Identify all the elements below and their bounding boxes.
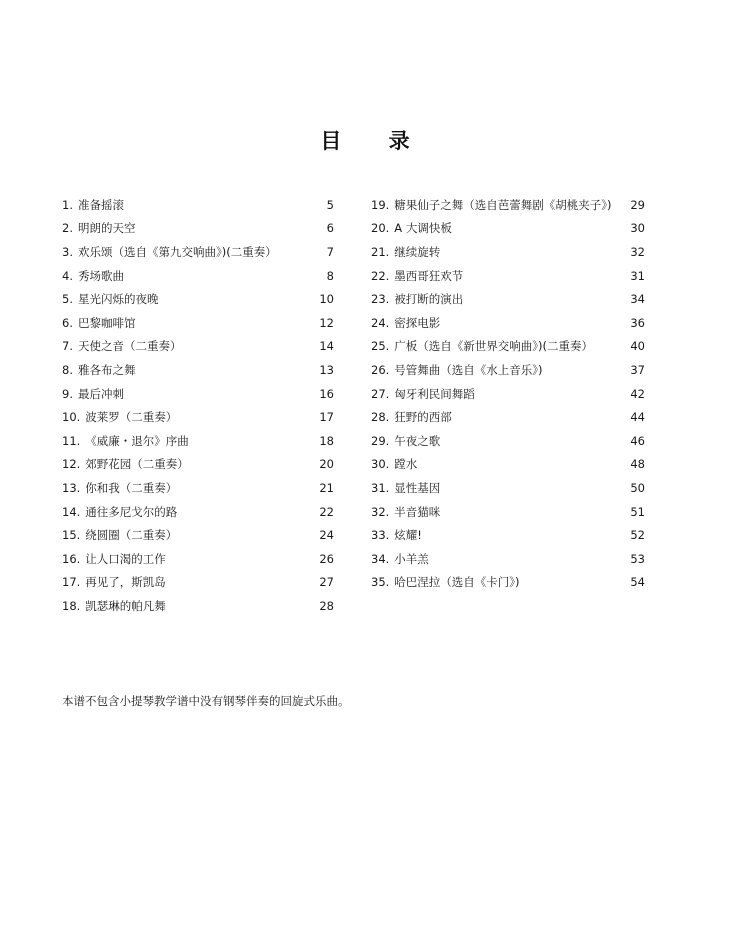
toc-entry-number: 5.	[62, 292, 73, 307]
toc-entry-number: 6.	[62, 315, 73, 330]
toc-entry-title: 通往多尼戈尔的路	[85, 504, 178, 519]
toc-entry-page: 28	[319, 598, 334, 613]
toc-entry[interactable]	[62, 358, 334, 382]
toc-entry[interactable]	[62, 311, 334, 335]
toc-entry-number: 26.	[371, 362, 390, 377]
toc-entry[interactable]	[371, 571, 645, 595]
toc-entry-number: 13.	[62, 480, 81, 495]
toc-entry-page: 27	[319, 575, 334, 590]
toc-entry-title: 郊野花园（二重奏）	[85, 457, 189, 472]
toc-entry-title: A 大调快板	[394, 221, 452, 236]
toc-entry[interactable]	[62, 405, 334, 429]
toc-entry-number: 23.	[371, 292, 390, 307]
toc-entry-page: 13	[319, 362, 334, 377]
toc-entry-number: 14.	[62, 504, 81, 519]
toc-entry-number: 35.	[371, 575, 390, 590]
toc-entry-title: 半音猫咪	[394, 504, 441, 519]
toc-entry-title: 炫耀!	[394, 528, 422, 543]
toc-entry-title: 秀场歌曲	[77, 268, 124, 283]
toc-entry-title: 显性基因	[394, 480, 441, 495]
toc-entry-title: 狂野的西部	[394, 410, 452, 425]
toc-entry[interactable]	[62, 500, 334, 524]
toc-entry-page: 8	[326, 268, 334, 283]
toc-entry-title: 星光闪烁的夜晚	[77, 292, 159, 307]
toc-entry-page: 29	[630, 197, 645, 212]
toc-entry[interactable]	[371, 311, 645, 335]
toc-entry[interactable]	[62, 287, 334, 311]
toc-entry[interactable]	[371, 287, 645, 311]
toc-entry[interactable]	[62, 382, 334, 406]
toc-entry[interactable]	[62, 523, 334, 547]
toc-entry-number: 4.	[62, 268, 73, 283]
toc-entry-number: 2.	[62, 221, 73, 236]
toc-entry-page: 26	[319, 551, 334, 566]
toc-entry-page: 14	[319, 339, 334, 354]
toc-entry-page: 5	[326, 197, 334, 212]
toc-entry[interactable]	[371, 453, 645, 477]
footnote: 本谱不包含小提琴教学谱中没有钢琴伴奏的回旋式乐曲。	[62, 693, 350, 708]
toc-entry-number: 10.	[62, 410, 81, 425]
toc-entry-page: 18	[319, 433, 334, 448]
toc-column-right	[371, 193, 645, 594]
toc-entry[interactable]	[371, 476, 645, 500]
toc-entry-title: 再见了，斯凯岛	[85, 575, 166, 590]
toc-entry-number: 27.	[371, 386, 390, 401]
toc-entry-number: 21.	[371, 244, 390, 259]
toc-entry-number: 30.	[371, 457, 390, 472]
toc-entry-number: 25.	[371, 339, 390, 354]
toc-entry-title: 凯瑟琳的帕凡舞	[85, 598, 166, 613]
toc-entry-page: 20	[319, 457, 334, 472]
toc-entry-number: 28.	[371, 410, 390, 425]
toc-entry-number: 11.	[62, 433, 81, 448]
toc-entry-title: 明朗的天空	[77, 221, 136, 236]
page-title: 目 录	[320, 129, 430, 154]
toc-entry-title: 密探电影	[394, 315, 441, 330]
toc-entry-title: 哈巴涅拉（选自《卡门》)	[394, 575, 520, 590]
toc-entry-title: 绕圆圈（二重奏）	[85, 528, 178, 543]
toc-entry-number: 15.	[62, 528, 81, 543]
toc-entry-page: 30	[630, 221, 645, 236]
toc-entry-page: 21	[319, 480, 334, 495]
toc-entry-title: 巴黎咖啡馆	[77, 315, 136, 330]
toc-entry-title: 墨西哥狂欢节	[394, 268, 464, 283]
toc-entry-title: 《威廉・退尔》序曲	[85, 433, 189, 448]
toc-entry-number: 12.	[62, 457, 81, 472]
toc-entry-title: 继续旋转	[394, 244, 441, 259]
toc-entry-title: 号管舞曲（选自《水上音乐》)	[394, 362, 543, 377]
toc-entry-page: 6	[326, 221, 334, 236]
toc-entry[interactable]	[62, 571, 334, 595]
toc-entry-page: 32	[630, 244, 645, 259]
toc-entry-number: 33.	[371, 528, 390, 543]
toc-entry-page: 42	[630, 386, 645, 401]
toc-entry-title: 天使之音（二重奏）	[77, 339, 182, 354]
toc-entry[interactable]	[62, 217, 334, 241]
toc-entry-page: 54	[630, 575, 645, 590]
toc-entry[interactable]	[62, 429, 334, 453]
toc-entry-title: 午夜之歌	[394, 433, 441, 448]
toc-entry[interactable]	[371, 523, 645, 547]
toc-entry-number: 34.	[371, 551, 390, 566]
toc-entry[interactable]	[371, 358, 645, 382]
toc-entry[interactable]	[62, 594, 334, 618]
toc-entry[interactable]	[371, 240, 645, 264]
toc-entry-number: 22.	[371, 268, 390, 283]
toc-column-left	[62, 193, 334, 618]
toc-entry[interactable]	[62, 193, 334, 217]
toc-entry[interactable]	[371, 500, 645, 524]
toc-entry-page: 31	[630, 268, 645, 283]
toc-entry-page: 7	[326, 244, 334, 259]
toc-entry-title: 蹚水	[394, 457, 418, 472]
toc-entry[interactable]	[371, 193, 645, 217]
toc-entry-title: 匈牙利民间舞蹈	[394, 386, 475, 401]
toc-entry-page: 44	[630, 410, 645, 425]
toc-entry[interactable]	[62, 335, 334, 359]
toc-entry[interactable]	[62, 476, 334, 500]
toc-entry-number: 16.	[62, 551, 81, 566]
toc-entry[interactable]	[371, 429, 645, 453]
toc-entry-page: 34	[630, 292, 645, 307]
toc-entry-title: 你和我（二重奏）	[85, 480, 178, 495]
toc-entry-number: 19.	[371, 197, 390, 212]
toc-entry-title: 雅各布之舞	[77, 362, 136, 377]
toc-entry-page: 40	[630, 339, 645, 354]
toc-entry-title: 最后冲刺	[77, 386, 124, 401]
toc-entry-page: 24	[319, 528, 334, 543]
toc-entry[interactable]	[62, 264, 334, 288]
toc-entry-number: 9.	[62, 386, 73, 401]
toc-entry-number: 3.	[62, 244, 73, 259]
toc-entry-number: 20.	[371, 221, 390, 236]
toc-entry-page: 52	[630, 528, 645, 543]
toc-entry[interactable]	[371, 335, 645, 359]
toc-entry-number: 31.	[371, 480, 390, 495]
toc-entry-page: 16	[319, 386, 334, 401]
toc-entry-page: 51	[630, 504, 645, 519]
toc-entry[interactable]	[371, 547, 645, 571]
toc-entry-page: 17	[319, 410, 334, 425]
toc-entry-number: 8.	[62, 362, 73, 377]
toc-entry[interactable]	[371, 264, 645, 288]
toc-entry-page: 22	[319, 504, 334, 519]
toc-entry[interactable]	[371, 382, 645, 406]
toc-entry-page: 12	[319, 315, 334, 330]
toc-entry-page: 50	[630, 480, 645, 495]
toc-entry[interactable]	[371, 405, 645, 429]
toc-entry-number: 29.	[371, 433, 390, 448]
toc-entry[interactable]	[62, 240, 334, 264]
toc-entry-title: 糖果仙子之舞（选自芭蕾舞剧《胡桃夹子》)	[394, 197, 612, 212]
toc-entry[interactable]	[62, 453, 334, 477]
toc-entry-number: 24.	[371, 315, 390, 330]
toc-entry-page: 53	[630, 551, 645, 566]
toc-entry-title: 波莱罗（二重奏）	[85, 410, 178, 425]
toc-entry-page: 37	[630, 362, 645, 377]
toc-entry-number: 1.	[62, 197, 73, 212]
toc-entry-title: 让人口渴的工作	[85, 551, 166, 566]
toc-entry-title: 准备摇滚	[77, 197, 124, 212]
toc-entry-page: 48	[630, 457, 645, 472]
toc-entry-title: 广板（选自《新世界交响曲》)(二重奏）	[394, 339, 594, 354]
toc-entry-title: 欢乐颂（选自《第九交响曲》)(二重奏）	[77, 244, 277, 259]
toc-entry-number: 17.	[62, 575, 81, 590]
toc-entry[interactable]	[371, 217, 645, 241]
toc-entry[interactable]	[62, 547, 334, 571]
toc-entry-page: 10	[319, 292, 334, 307]
toc-entry-title: 被打断的演出	[394, 292, 464, 307]
toc-entry-page: 36	[630, 315, 645, 330]
toc-entry-number: 7.	[62, 339, 73, 354]
toc-entry-title: 小羊羔	[394, 551, 429, 566]
toc-entry-number: 32.	[371, 504, 390, 519]
toc-entry-number: 18.	[62, 598, 81, 613]
toc-entry-page: 46	[630, 433, 645, 448]
